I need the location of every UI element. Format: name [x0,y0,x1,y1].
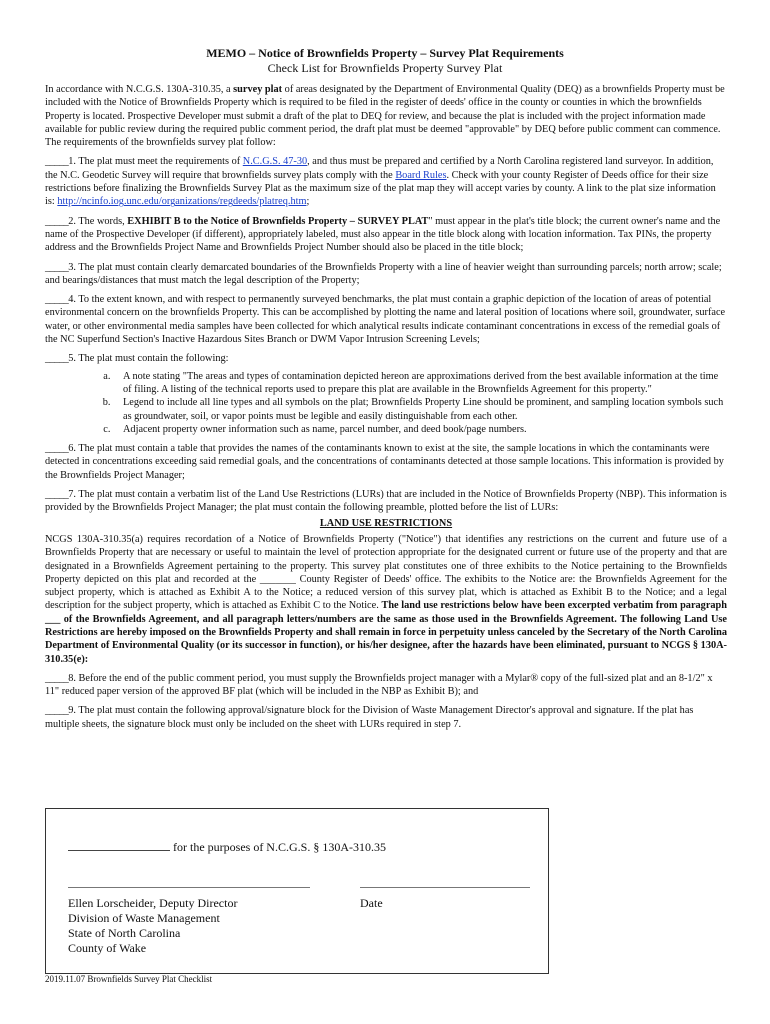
intro-text-a: In accordance with N.C.G.S. 130A-310.35, a [45,84,234,95]
item-3-text: 3. The plat must contain clearly demarcated boundaries of the Brownfields Property with a line of heavier weight than surrounding parcels; north arrow; scale; and bearings/distances that must match the legal description of the Property; [45,261,722,286]
signatory-name: Ellen Lorscheider, Deputy Director [68,896,238,910]
item-5-sub-a: a. A note stating "The areas and types of contamination depicted hereon are approximations derived from the best available information at the time of filing. A listing of the technical reports used to prepare this plat are available in the Brownfields Agreement for this property." [113,370,727,397]
item-5 [45,352,727,365]
signature-line [68,887,310,888]
date-line [360,887,530,888]
item-8-text: 8. Before the end of the public comment period, you must supply the Brownfields project manager with a Mylar® copy of the full-sized plat and an 8-1/2" x 11" reduced paper version of the approved BF plat (which will be included in the NBP as Exhibit B); and [45,672,713,698]
item-1 [45,155,727,208]
item-5-text: 5. The plat must contain the following: [68,353,229,365]
intro-text-bold: survey plat [233,84,283,95]
signatory-division: Division of Waste Management [68,911,220,925]
memo-body [45,83,727,737]
item-4-text: 4. To the extent known, and with respect to permanently surveyed benchmarks, the plat must contain a graphic depiction of the location of areas of potential environmental concern on the brownfields Property. This can be accomplished by plotting the name and lateral position of locations where soil, groundwater, surface water, or other environmental media samples have been collected for which analytical results indicate contaminant concentrations in excess of the remedial goals of the NC Superfund Section's Inactive Hazardous Sites Branch or DWM Vapor Intrusion Screening Levels; [45,294,726,346]
plat-size-link[interactable]: http://ncinfo.iog.unc.edu/organizations/regdeeds/platreq.htm [57,196,307,208]
item-5-sub-b: b. Legend to include all line types and all symbols on the plat; Brownfields Property Line should be prominent, and sampling location symbols such as groundwater, soil, or vapor points must be legible and easily distinguishable from each other. [113,396,727,423]
lur-heading: LAND USE RESTRICTIONS [319,517,453,529]
item-1-text-d: ; [306,196,310,208]
checkbox-blank: _____ [45,353,69,365]
intro-paragraph [45,83,727,149]
lur-preamble [45,533,727,666]
item-2-text-bold: EXHIBIT B to the Notice of Brownfields Property – SURVEY PLAT [127,215,429,227]
item-5-sub-c: c. Adjacent property owner information such as name, parcel number, and deed book/page numbers. [113,423,727,436]
item-5-sublist [45,370,727,436]
checkbox-blank: _____ [45,489,69,501]
checkbox-blank: _____ [45,443,69,455]
signatory-details [68,896,237,956]
lur-text-a: NCGS 130A-310.35(a) requires recordation of a Notice of Brownfields Property ("Notice") that identifies any restrictions on the current and future use of a Brownfields Property that are necessary or useful to maintain the level of protection appropriate for the designated current or future use of the property and that are designated in a Brownfields Agreement pertaining to the property. This survey plat constitutes one of three exhibits to the Notice pertaining to the Brownfields Property depicted on this plat and recorded at the _______ County Register of Deeds' office. The exhibits to the Notice are: the Brownfields Agreement for the subject property, which is attached as Exhibit A to the Notice; a reduced version of this survey plat, which is attached as Exhibit B to the Notice; and a legal description for the subject property, which is attached as Exhibit C to the Notice. [45,533,727,612]
item-2 [45,215,727,255]
checkbox-blank: _____ [45,672,69,684]
item-1-text-b: , and thus must be prepared and certified by a North Carolina registered land surveyor. In addition, the N.C. Geodetic Survey will require that brownfields survey plats comply with the [45,156,714,181]
item-8 [45,672,727,699]
memo-title: MEMO – Notice of Brownfields Property – Survey Plat Requirements [206,46,564,60]
item-7 [45,488,727,515]
item-1-text-c: . Check with your county Register of Deeds office for their size restrictions before finalizing the Brownfields Survey Plat as the maximum size of the plat map they will accept varies by county. A link to the plat size information is: [45,169,716,208]
item-3 [45,261,727,288]
intro-text-c: of areas designated by the Department of Environmental Quality (DEQ) as a brownfields Property must be included with the Notice of Brownfields Property which is required to be filed in the register of deeds' office in the county or counties in which the brownfields Property is located. Prospective Developer must submit a draft of the plat to DEQ for review, and because the plat is included with the project information made available for public review during the required public comment period, the draft plat must be deemed "approvable" by DEQ before public comment can commence. The requirements of the brownfields survey plat follow: [45,84,725,149]
item-4 [45,293,727,346]
item-9-text: 9. The plat must contain the following approval/signature block for the Division of Waste Management Director's approval and signature. If the plat has multiple sheets, the signature block must only be included on the sheet with LURs required in step 7. [45,705,694,730]
item-1-text-a: 1. The plat must meet the requirements of [68,156,243,168]
memo-subtitle: Check List for Brownfields Property Survey Plat [267,61,503,75]
item-2-text-a: 2. The words, [68,215,128,227]
item-7-text: 7. The plat must contain a verbatim list of the Land Use Restrictions (LURs) that are included in the Notice of Brownfields Property (NBP). This information is provided by the Brownfields Project Manager; the plat must contain the following preamble, plotted before the list of LURs: [45,489,727,514]
signature-block [45,808,549,974]
signature-purpose [68,839,386,855]
signature-blank-line [68,839,170,851]
document-footer: 2019.11.07 Brownfields Survey Plat Checklist [45,974,213,984]
signatory-state: State of North Carolina [68,926,181,940]
checkbox-blank: _____ [45,261,69,273]
item-9 [45,704,727,731]
item-2-text-c: " must appear in the plat's title block; the current owner's name and the name of the Prospective Developer (if different), appropriately labeled, must also appear in the title block along with location information. Tax PINs, the property address and the Brownfields Project Name and Brownfields Project Number should also be placed in the title block; [45,215,721,254]
checkbox-blank: _____ [45,294,69,306]
checkbox-blank: _____ [45,705,69,717]
checkbox-blank: _____ [45,156,69,168]
board-rules-link[interactable]: Board Rules [395,169,447,181]
item-6-text: 6. The plat must contain a table that provides the names of the contaminants known to exist at the site, the sample locations in which the contaminants were detected in concentrations exceeding said remedial goals, and the concentrations of contaminants detected at those sample locations. This information is provided by the Brownfields Project Manager; [45,443,724,481]
lur-text-bold: The land use restrictions below have been excerpted verbatim from paragraph ___ of the Brownfields Agreement, and all paragraph letters/numbers are the same as those used in the Brownfields Agreement. The following Land Use Restrictions are hereby imposed on the Brownfields Property and shall remain in force in perpetuity unless canceled by the Secretary of the North Carolina Department of Environmental Quality (or its successor in function), or his/her designee, after the hazards have been eliminated, pursuant to NCGS § 130A-310.35(e): [45,600,727,665]
date-label: Date [360,896,383,910]
checkbox-blank: _____ [45,215,69,227]
item-6 [45,442,727,482]
purpose-text: for the purposes of N.C.G.S. § 130A-310.35 [173,840,386,854]
signatory-county: County of Wake [68,941,147,955]
ncgs-47-30-link[interactable]: N.C.G.S. 47-30 [242,156,308,168]
